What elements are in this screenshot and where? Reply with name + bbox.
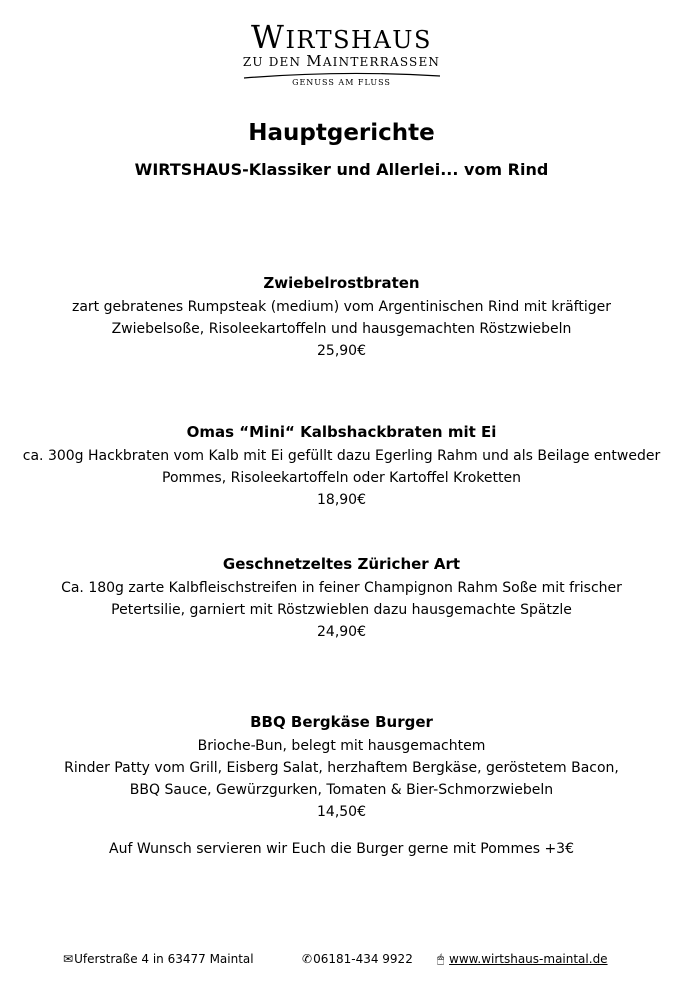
dish-item [0, 272, 683, 362]
dish-price: 24,90€ [317, 624, 366, 640]
dish-description-line: zart gebratenes Rumpsteak (medium) vom Argentinischen Rind mit kräftiger [71, 299, 611, 315]
logo-sub-lead: ZU DEN [242, 55, 307, 69]
phone-text: 06181-434 9922 [313, 952, 413, 966]
dish-item [0, 553, 683, 643]
logo-name: IRTSHAUS [285, 26, 432, 54]
dish-name: Omas “Mini“ Kalbshackbraten mit Ei [186, 423, 497, 441]
dish-name: Geschnetzeltes Züricher Art [222, 555, 461, 573]
footer-address [63, 952, 254, 966]
logo-sub-rest: AINTERRASSEN [322, 55, 441, 69]
logo-subline [0, 54, 683, 69]
website-link[interactable]: www.wirtshaus-maintal.de [449, 952, 608, 966]
logo [0, 18, 683, 87]
page-title: Hauptgerichte [248, 120, 435, 146]
footer-website [437, 952, 608, 967]
address-text: Uferstraße 4 in 63477 Maintal [74, 952, 254, 966]
dish-description-line: Pommes, Risoleekartoffeln oder Kartoffel Kroketten [162, 470, 521, 486]
dish-price: 14,50€ [317, 804, 366, 820]
logo-wordmark [0, 18, 683, 56]
dish-price: 18,90€ [317, 492, 366, 508]
dish-description-line: ca. 300g Hackbraten vom Kalb mit Ei gefüllt dazu Egerling Rahm und als Beilage entweder [22, 448, 661, 464]
page-subtitle: WIRTSHAUS-Klassiker und Allerlei... vom Rind [134, 160, 549, 179]
dish-description-line: Brioche-Bun, belegt mit hausgemachtem [197, 738, 486, 754]
logo-tagline: GENUSS AM FLUSS [292, 78, 391, 87]
dish-description-line: Petertsilie, garniert mit Röstzwieblen dazu hausgemachte Spätzle [111, 602, 572, 618]
dish-name: BBQ Bergkäse Burger [250, 713, 433, 731]
dish-item [0, 711, 683, 823]
dish-price: 25,90€ [317, 343, 366, 359]
mouse-icon: 🖱 [437, 952, 445, 966]
dish-description-line: BBQ Sauce, Gewürzgurken, Tomaten & Bier-Schmorzwiebeln [129, 782, 554, 798]
envelope-icon: ✉ [63, 952, 74, 966]
footer-phone[interactable] [302, 952, 413, 966]
dish-description-line: Zwiebelsoße, Risoleekartoffeln und hausgemachten Röstzwiebeln [111, 321, 572, 337]
logo-sub-initial: M [306, 52, 323, 70]
dish-description-line: Ca. 180g zarte Kalbfleischstreifen in feiner Champignon Rahm Soße mit frischer [61, 580, 622, 596]
dish-description-line: Rinder Patty vom Grill, Eisberg Salat, herzhaftem Bergkäse, geröstetem Bacon, [64, 760, 619, 776]
phone-icon: ✆ [302, 952, 313, 966]
logo-initial: W [251, 18, 286, 56]
burger-note: Auf Wunsch servieren wir Euch die Burger gerne mit Pommes +3€ [109, 841, 574, 857]
dish-item [0, 421, 683, 511]
dish-name: Zwiebelrostbraten [263, 274, 420, 292]
